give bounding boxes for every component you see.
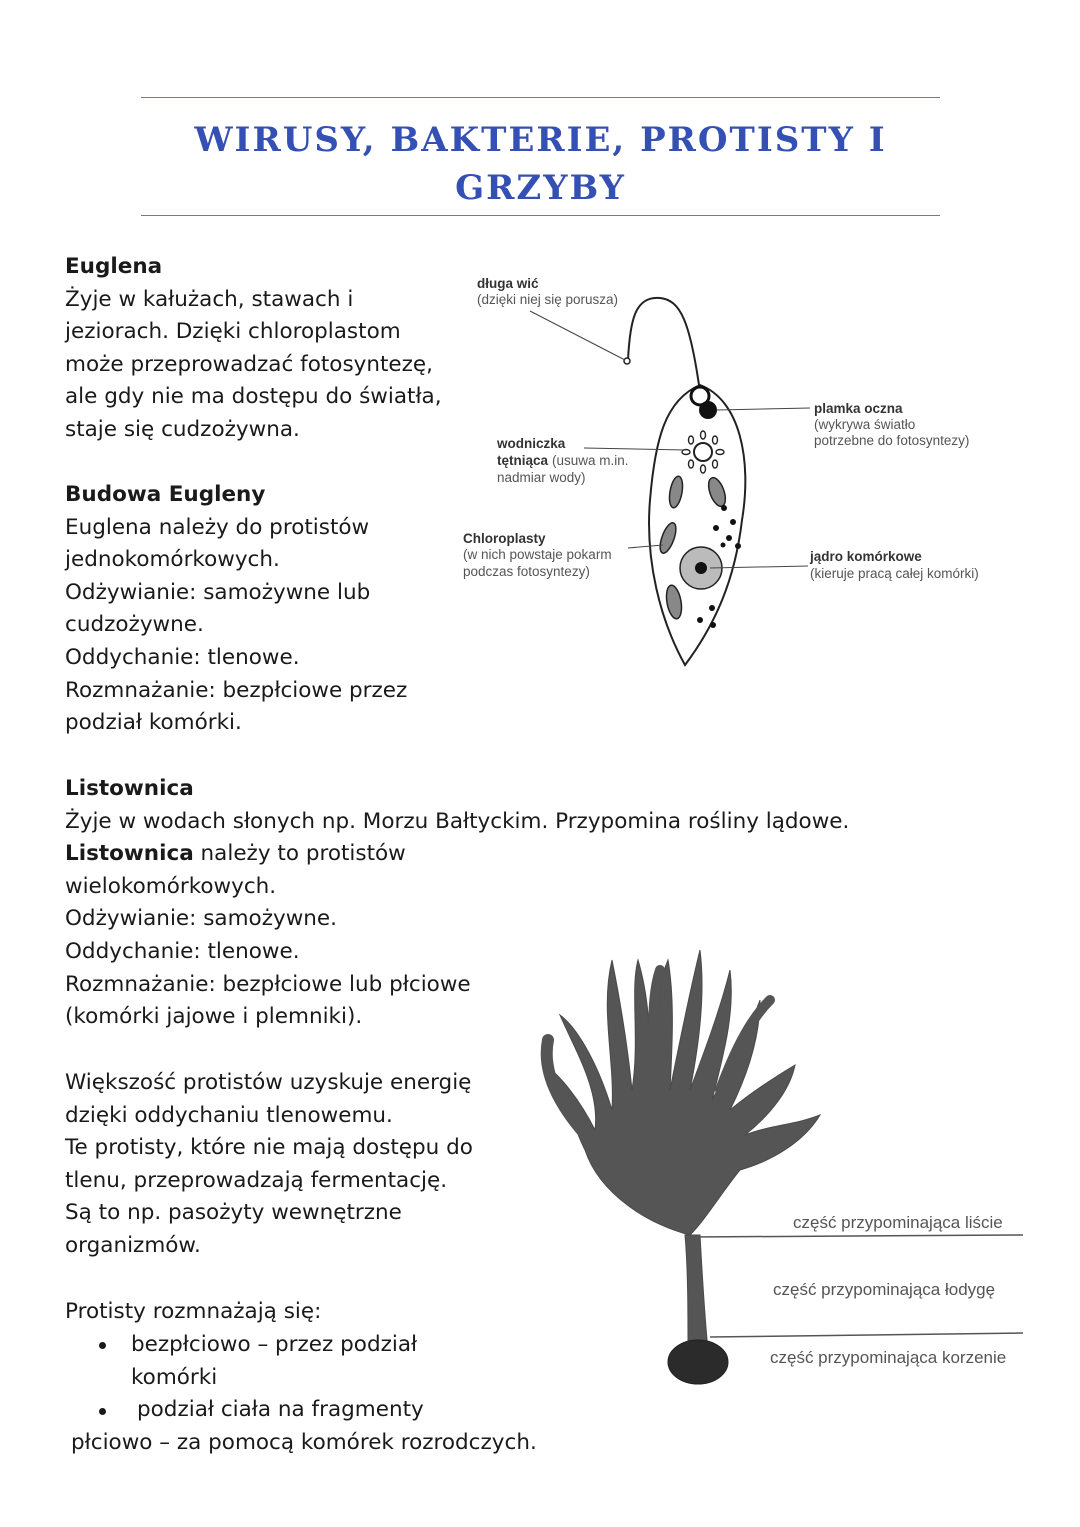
energy-line: dzięki oddychaniu tlenowemu.: [65, 1102, 393, 1128]
euglena-line: staje się cudzożywna.: [65, 416, 300, 442]
energy-line: organizmów.: [65, 1232, 201, 1258]
eyespot-note: (wykrywa światło: [814, 417, 916, 432]
chloroplast-note: (w nich powstaje pokarm: [463, 547, 612, 562]
listownica-line: Rozmnażanie: bezpłciowe lub płciowe: [65, 971, 471, 997]
kelp-leaves-label: część przypominająca liście: [793, 1213, 1003, 1232]
structure-line: Oddychanie: tlenowe.: [65, 644, 300, 670]
structure-line: Euglena należy do protistów: [65, 514, 370, 540]
kelp-stem-label: część przypominająca łodygę: [773, 1280, 996, 1299]
eyespot-label: plamka oczna: [814, 401, 903, 416]
flagellum-note: (dzięki niej się porusza): [477, 292, 619, 307]
chloroplast-note-2: podczas fotosyntezy): [463, 564, 590, 579]
energy-line: tlenu, przeprowadzają fermentację.: [65, 1167, 448, 1193]
vacuole-note-2: nadmiar wody): [497, 470, 586, 485]
bullet-1-line-1: bezpłciowo – przez podział: [131, 1332, 418, 1357]
listownica-line: Odżywianie: samożywne.: [65, 906, 337, 932]
energy-line: Są to np. pasożyty wewnętrzne: [65, 1200, 402, 1226]
structure-line: podział komórki.: [65, 710, 242, 736]
structure-line: jednokomórkowych.: [65, 547, 280, 573]
vacuole-label: wodniczka: [497, 436, 566, 451]
euglena-line: może przeprowadzać fotosyntezę,: [65, 351, 433, 377]
reproduction-heading: Protisty rozmnażają się:: [65, 1299, 322, 1324]
euglena-line: jeziorach. Dzięki chloroplastom: [65, 319, 401, 345]
eyespot-note-2: potrzebne do fotosyntezy): [814, 433, 970, 448]
title-line-2: GRZYBY: [455, 168, 626, 208]
listownica-bold-name: Listownica: [65, 841, 194, 867]
euglena-line: Żyje w kałużach, stawach i: [65, 286, 354, 312]
listownica-line: (komórki jajowe i plemniki).: [65, 1004, 363, 1030]
listownica-line: Oddychanie: tlenowe.: [65, 938, 300, 964]
chloroplast-label: Chloroplasty: [463, 531, 546, 546]
listownica-heading: Listownica: [65, 776, 194, 801]
bullet-item-2: podział ciała na fragmenty: [137, 1397, 424, 1422]
euglena-line: ale gdy nie ma dostępu do światła,: [65, 384, 442, 410]
energy-line: Te protisty, które nie mają dostępu do: [65, 1135, 473, 1161]
nucleus-note: (kieruje pracą całej komórki): [810, 566, 979, 581]
vacuole-note: tętniąca (usuwa m.in.: [497, 453, 629, 468]
kelp-roots-label: część przypominająca korzenie: [770, 1348, 1007, 1367]
sexual-reproduction-line: płciowo – za pomocą komórek rozrodczych.: [71, 1430, 537, 1455]
structure-line: Odżywianie: samożywne lub: [65, 579, 371, 605]
listownica-line-rest: należy to protistów: [193, 841, 406, 867]
listownica-line: wielokomórkowych.: [65, 873, 277, 899]
energy-line: Większość protistów uzyskuje energię: [65, 1070, 472, 1095]
nucleus-label: jądro komórkowe: [810, 549, 922, 564]
structure-line: Rozmnażanie: bezpłciowe przez: [65, 677, 408, 703]
structure-heading: Budowa Eugleny: [65, 482, 266, 507]
title-line-1: WIRUSY, BAKTERIE, PROTISTY I: [194, 120, 887, 160]
flagellum-label: długa wić: [477, 276, 539, 291]
listownica-line: Żyje w wodach słonych np. Morzu Bałtyckim. Przypomina rośliny lądowe.: [65, 808, 850, 834]
bullet-1-line-2: komórki: [131, 1364, 218, 1390]
euglena-heading: Euglena: [65, 254, 163, 279]
structure-line: cudzożywne.: [65, 612, 204, 638]
